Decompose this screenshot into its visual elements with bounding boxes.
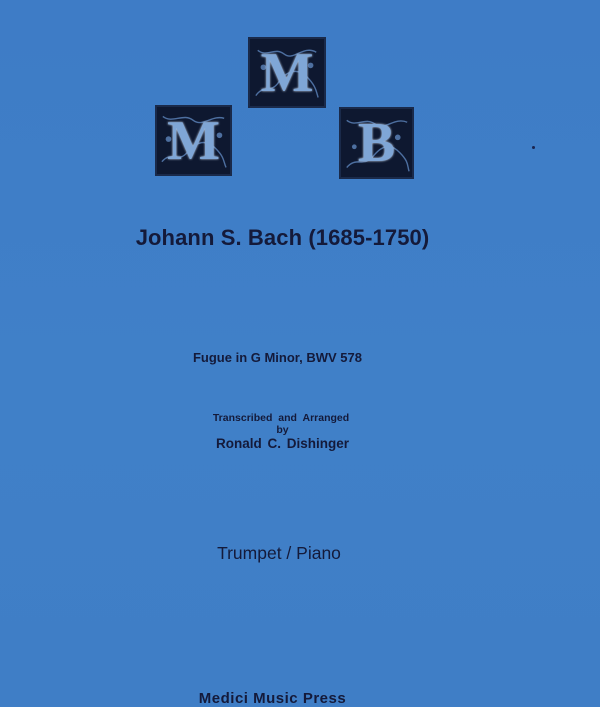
credit-by: by (276, 424, 289, 436)
publisher-name: Medici Music Press (198, 690, 347, 707)
arranger-name: Ronald C. Dishinger (215, 436, 349, 451)
composer-heading: Johann S. Bach (1685-1750) (135, 225, 430, 250)
logo-tile-m-top (248, 37, 326, 108)
logo-tile-m-left (155, 105, 232, 176)
credit-label: Transcribed and Arranged (212, 412, 350, 424)
ornate-initial-m-icon: M (167, 109, 220, 172)
logo-tile-b-right (339, 107, 414, 179)
ornate-initial-m-icon: M (260, 41, 314, 104)
work-title: Fugue in G Minor, BWV 578 (192, 350, 362, 365)
speck (532, 146, 535, 149)
ornate-initial-b-icon: B (357, 112, 396, 174)
instrumentation: Trumpet / Piano (217, 543, 341, 563)
